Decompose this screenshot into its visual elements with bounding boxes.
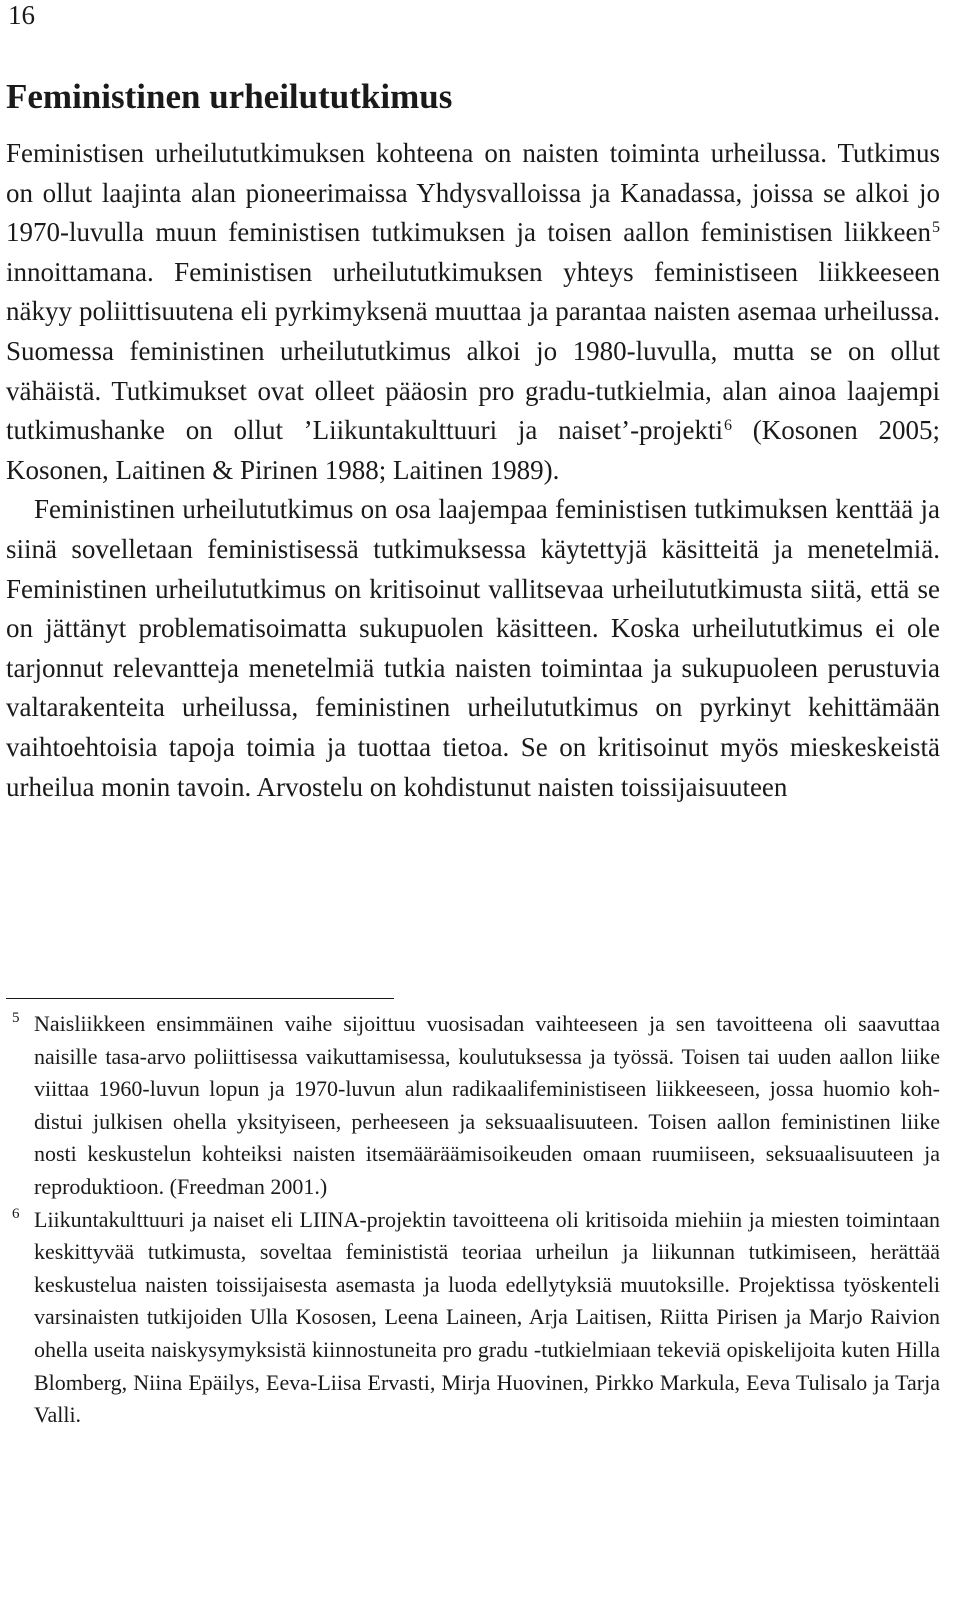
footnote-5	[6, 1008, 940, 1204]
paragraph-1-text-b: innoittamana. Feministisen urheilututkimuksen yhteys feministiseen liikkeeseen näkyy poliittisuutena eli pyrkimyksenä muuttaa ja parantaa naisten asemaa urheilussa. Suomessa feministinen urheilututkimus alkoi jo 1980-luvulla, mutta se on ollut vähäistä. Tutkimukset ovat olleet pääosin pro gradu-tutkielmia, alan ainoa laajempi tutkimushanke on ollut ’Liikuntakulttuuri ja naiset’-projekti	[6, 256, 940, 446]
page-number: 16	[8, 0, 35, 30]
footnotes	[6, 1008, 940, 1432]
footnote-mark: 6	[12, 1205, 20, 1222]
body-text	[6, 134, 940, 807]
footnote-text: Naisliikkeen ensimmäinen vaihe sijoittuu vuosisadan vaihteeseen ja sen tavoitteena oli saavuttaa naisille tasa-arvo poliittisessa vaikuttamisessa, koulutuksessa ja työssä. Toisen tai uuden aallon liike viittaa 1960-luvun lopun ja 1970-luvun alun radikaalifeministiseen liikkeeseen, jossa huomio kohdistui julkisen ohella yksityiseen, perheeseen ja seksuaalisuuteen. Toisen aallon feministinen liike nosti keskustelun kohteiksi naisten itsemääräämisoikeuden omaan ruumiiseen, seksuaalisuuteen ja reproduktioon. (Freedman 2001.)	[34, 1011, 940, 1199]
paragraph-1	[6, 134, 940, 490]
paragraph-1-text-c: (Kosonen 2005; Kosonen, Laitinen & Pirinen 1988; Laitinen 1989).	[6, 415, 940, 485]
footnote-mark: 5	[12, 1010, 20, 1026]
footnote-divider	[6, 998, 394, 999]
paragraph-2: Feministinen urheilututkimus on osa laajempaa feministisen tutkimuksen kenttää ja siinä sovelletaan feministisessä tutkimuksessa käytettyjä käsitteitä ja menetelmiä. Feministinen urheilututkimus on kritisoinut vallitsevaa urheilututkimusta siitä, että se on jättänyt problematisoimatta sukupuolen käsitteen. Koska urheilututkimus ei ole tarjonnut relevantteja menetelmiä tutkia naisten toimintaa ja sukupuoleen perustuvia valtarakenteita urheilussa, feministinen urheilututkimus on pyrkinyt kehittämään vaihtoehtoisia tapoja toimia ja tuottaa tietoa. Se on kritisoinut myös mieskeskeistä urheilua monin tavoin. Arvostelu on kohdistunut naisten toissijaisuuteen	[6, 494, 940, 802]
footnote-text: Liikuntakulttuuri ja naiset eli LIINA-projektin tavoitteena oli kritisoida miehiin ja miesten toimintaan keskittyvää tutkimusta, soveltaa feminististä teoriaa urheilun ja liikunnan tutkimiseen, herättää keskustelua naisten toissijaisesta asemasta ja luoda edellytyksiä muutoksille. Projektissa työskenteli varsinaisten tutkijoiden Ulla Kososen, Leena Laineen, Arja Laitisen, Riitta Pirisen ja Marjo Raivion ohella useita naiskysymyksistä kiinnostuneita pro gradu -tutkielmiaan tekeviä opiskelijoita kuten Hilla Blomberg, Niina Epäilys, Eeva-Liisa Ervasti, Mirja Huovinen, Pirkko Markula, Eeva Tulisalo ja Tarja Valli.	[34, 1206, 940, 1428]
page-title: Feministinen urheilututkimus	[6, 77, 453, 116]
footnote-reference-6[interactable]: 6	[724, 417, 733, 435]
footnote-reference-5[interactable]: 5	[932, 219, 940, 237]
footnote-6	[6, 1204, 940, 1432]
paragraph-1-text-a: Feministisen urheilututkimuksen kohteena on naisten toiminta urheilussa. Tutkimus on ollut laajinta alan pioneerimaissa Yhdysvalloissa ja Kanadassa, joissa se alkoi jo 1970-luvulla muun feministisen tutkimuksen ja toisen aallon feministisen liikkeen	[6, 138, 940, 248]
